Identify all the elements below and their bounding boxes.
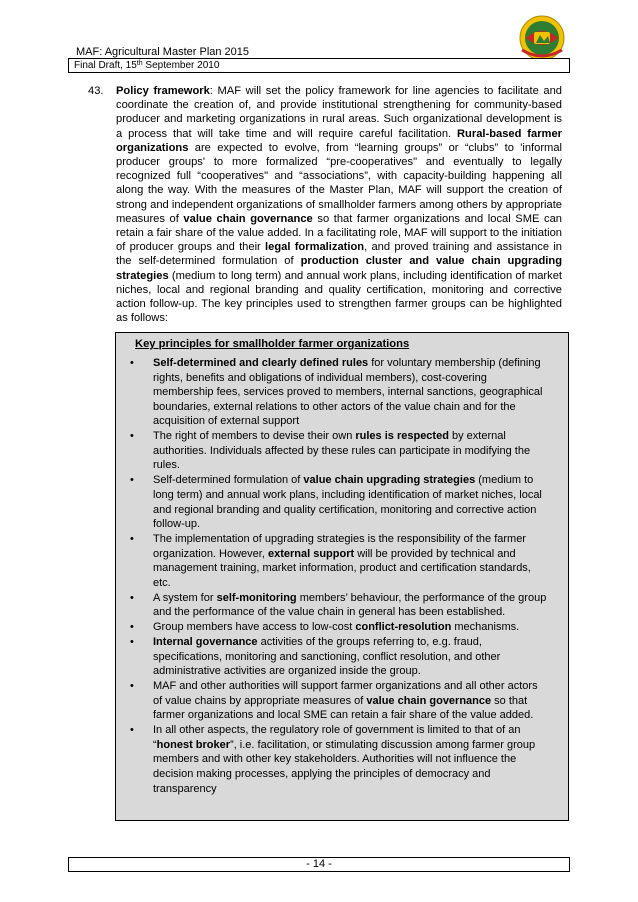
bold-text: external support — [267, 547, 355, 560]
principle-item — [128, 532, 548, 590]
bullet-icon: • — [130, 591, 134, 604]
bold-text: Rural-based farmer organizations — [116, 127, 562, 154]
text-run: ”, i.e. facilitation, or stimulating discussion among farmer group members and with other key stakeholders. Authorities will not influence the decision making processes, applying the principles of democracy and transparency — [153, 738, 536, 795]
text-run: MAF and other authorities will support farmer organizations and all other actors of value chains by appropriate measures of — [153, 680, 538, 707]
text-run: mechanisms. — [451, 621, 520, 634]
text-run: : MAF will set the policy framework for line agencies to facilitate and coordinate the creation of, and provide institutional strengthening for community-based producer and marketing organizations in rural areas. Such organizational development is a process that will take time and will require careful facilitation. — [116, 85, 562, 140]
paragraph-body — [116, 84, 562, 325]
bullet-icon: • — [130, 636, 134, 649]
text-run: , and proved training and assistance in the self-determined formulation of — [116, 241, 562, 268]
principle-item — [128, 679, 548, 723]
text-run: Group members have access to low-cost — [153, 621, 356, 634]
text-run: are expected to evolve, from “learning groups” or “clubs” to 'informal producer groups' to more formalized “pre-cooperatives" and eventually to legally recognized full “cooperatives" and “associations”, with capacity-building happening all along the way. With the measures of the Master Plan, MAF will support the creation of strong and independent organizations of smallholder farmers among others by appropriate measures of — [116, 141, 562, 225]
bullet-icon: • — [130, 357, 134, 369]
text-run: (medium to long term) and annual work plans, including identification of market niches, local and regional branding and quality certification, monitoring and corrective action follow-up. The key principles used to strengthen farmer groups can be highlighted as follows: — [116, 269, 562, 325]
text-run: members’ behaviour, the performance of the group and the performance of the value chain in general has been established. — [153, 591, 547, 619]
text-run: (medium to long term) and annual work plans, including identification of market niches, local and regional branding and quality certification, monitoring and corrective action follow-up. — [153, 474, 542, 531]
maf-emblem-icon — [516, 14, 568, 62]
box-title: Key principles for smallholder farmer organizations — [135, 338, 410, 350]
bullet-icon: • — [130, 533, 134, 546]
text-run: Self-determined formulation of — [153, 474, 304, 487]
draft-sup: th — [136, 60, 143, 67]
draft-date — [74, 59, 219, 72]
text-run: for voluntary membership (defining rights, benefits and obligations of individual members), cost-covering membership fees, services proved to members, internal sanctions, geographical boundaries, external relations to other actors of the value chain and for the acquisition of external support — [153, 357, 543, 428]
principle-item — [128, 591, 548, 620]
text-run: by external authorities. Individuals affected by these rules can participate in modifying the rules. — [153, 430, 531, 472]
text-run: In all other aspects, the regulatory role of government is limited to that of an “ — [153, 724, 521, 751]
text-run: so that farmer organizations and local SME can retain a fair share of the value added. — [153, 694, 534, 722]
header-title: MAF: Agricultural Master Plan 2015 — [76, 46, 250, 58]
bold-text: legal formalization — [265, 241, 365, 254]
header-draft-bar — [68, 58, 570, 73]
key-principles-box — [115, 332, 569, 821]
principle-item — [128, 635, 548, 679]
principles-list — [128, 356, 548, 796]
principle-item — [128, 429, 548, 473]
bold-text: Internal governance — [153, 636, 258, 649]
bold-text: Self-determined and clearly defined rules — [153, 357, 369, 369]
bold-text: value chain upgrading strategies — [303, 474, 476, 487]
policy-framework-paragraph — [88, 84, 562, 325]
bold-text: Policy framework — [116, 85, 210, 97]
text-run: so that farmer organizations and local SME can retain a fair share of the value added. In a facilitating role, MAF will support to the initiation of producer groups and their — [116, 212, 563, 254]
bold-text: value chain governance — [366, 694, 492, 707]
bullet-icon: • — [130, 680, 134, 693]
bold-text: conflict-resolution — [355, 621, 452, 634]
bold-text: self-monitoring — [216, 591, 297, 604]
paragraph-number: 43. — [88, 85, 104, 97]
bullet-icon: • — [130, 430, 134, 443]
bullet-icon: • — [130, 474, 134, 487]
bullet-icon: • — [130, 621, 134, 634]
bold-text: honest broker — [156, 738, 231, 751]
footer-bar — [68, 857, 570, 872]
bold-text: value chain governance — [183, 212, 313, 225]
text-run: The implementation of upgrading strategies is the responsibility of the farmer organization. However, — [153, 533, 526, 560]
bullet-icon: • — [130, 724, 134, 737]
principle-item — [128, 723, 548, 796]
principle-item — [128, 356, 548, 429]
draft-suffix: September 2010 — [142, 60, 220, 71]
text-run: activities of the groups referring to, e.g. fraud, specifications, monitoring and sanctioning, conflict resolution, and other administrative activities are organized inside the group. — [153, 636, 501, 678]
principle-item — [128, 620, 548, 635]
page-number: - 14 - — [306, 858, 332, 870]
bold-text: rules is respected — [355, 430, 449, 443]
principle-item — [128, 473, 548, 531]
text-run: will be provided by technical and management training, market information, product and certification standards, etc. — [153, 547, 531, 589]
bold-text: production cluster and value chain upgrading strategies — [116, 255, 562, 282]
text-run: The right of members to devise their own — [153, 430, 356, 443]
draft-prefix: Final Draft, 15 — [74, 60, 137, 71]
text-run: A system for — [153, 591, 217, 604]
